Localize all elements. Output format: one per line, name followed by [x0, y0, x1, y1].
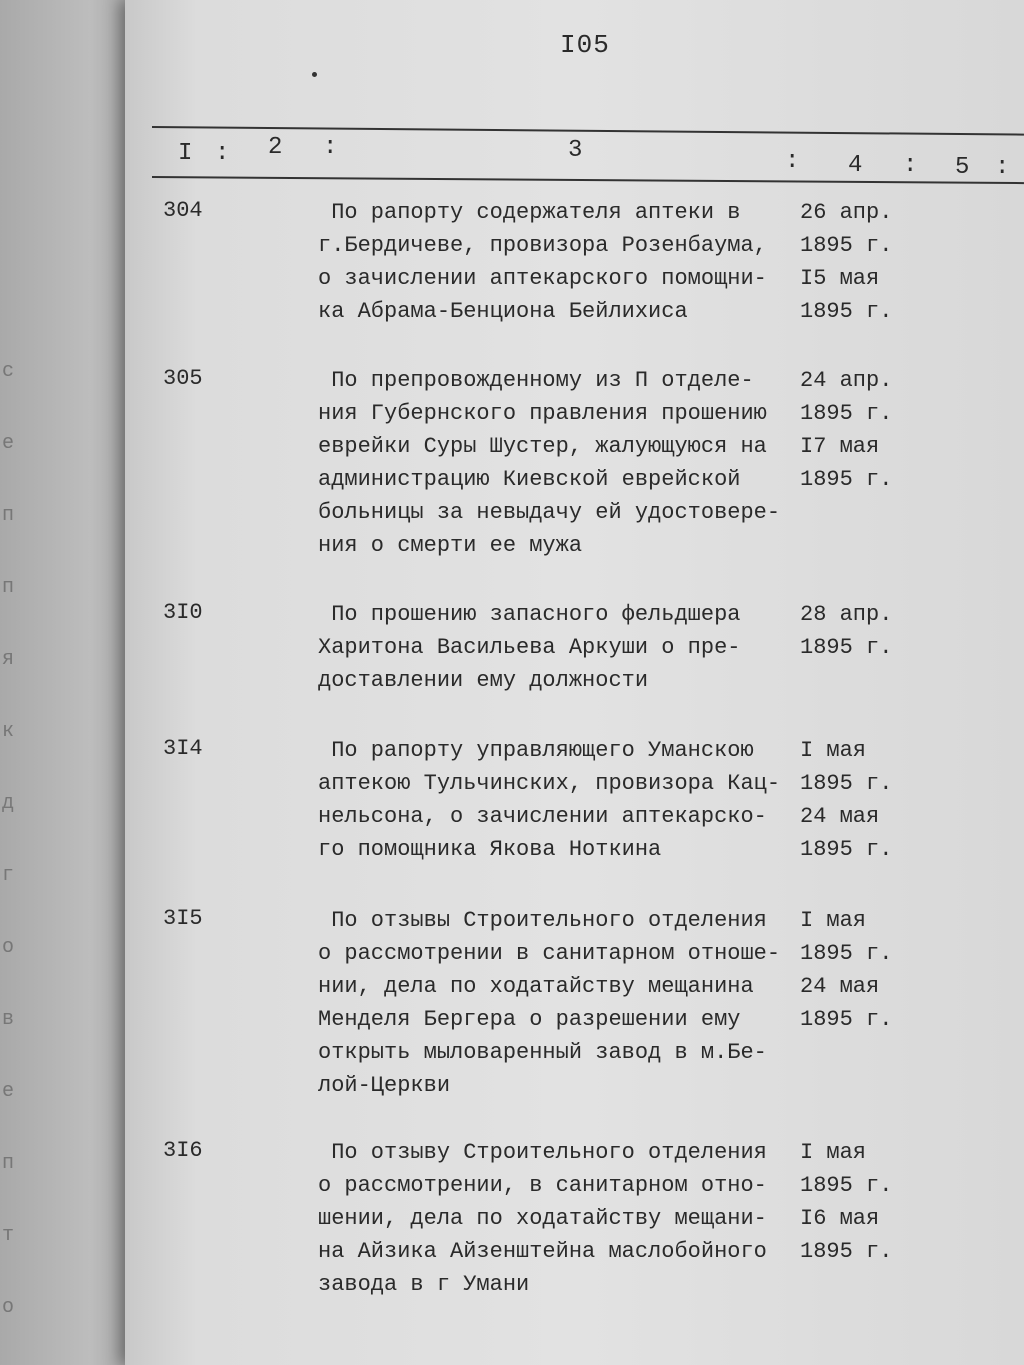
- entry-dates: 24 апр. 1895 г. I7 мая 1895 г.: [800, 368, 893, 492]
- left-page-fragment: к: [2, 720, 15, 743]
- left-page-fragment: е: [2, 432, 15, 455]
- entry-dates: I мая 1895 г. I6 мая 1895 г.: [800, 1140, 893, 1264]
- left-page-fragment: я: [2, 648, 15, 671]
- left-page-fragment: д: [2, 792, 15, 815]
- header-sep-3: :: [785, 148, 800, 175]
- header-sep-1: :: [215, 140, 230, 167]
- entry-dates: 26 апр. 1895 г. I5 мая 1895 г.: [800, 200, 893, 324]
- left-page-fragment: о: [2, 936, 15, 959]
- header-col-2: 2: [268, 134, 283, 161]
- entry-description: По прошению запасного фельдшера Харитона Васильева Аркуши о пре- доставлении ему должности: [318, 602, 741, 693]
- entry-number: 3I6: [163, 1138, 203, 1163]
- left-page-fragment: т: [2, 1224, 15, 1247]
- entry-dates: I мая 1895 г. 24 мая 1895 г.: [800, 738, 893, 862]
- header-sep-5: :: [995, 154, 1010, 181]
- entry-number: 3I4: [163, 736, 203, 761]
- header-col-5: 5: [955, 154, 970, 181]
- entry-description: По рапорту содержателя аптеки в г.Бердичеве, провизора Розенбаума, о зачислении аптекарского помощни- ка Абрама-Бенциона Бейлихиса: [318, 200, 767, 324]
- header-col-1: I: [178, 140, 193, 167]
- left-page-fragment: г: [2, 864, 15, 887]
- entry-number: 305: [163, 366, 203, 391]
- entry-description: По рапорту управляющего Уманскою аптекою Тульчинских, провизора Кац- нельсона, о зачислении аптекарско- го помощника Якова Ноткина: [318, 738, 781, 862]
- left-page-fragment: с: [2, 360, 15, 383]
- left-page-fragment: е: [2, 1080, 15, 1103]
- entry-number: 304: [163, 198, 203, 223]
- left-page-fragment: в: [2, 1008, 15, 1031]
- entry-dates: 28 апр. 1895 г.: [800, 602, 893, 660]
- header-col-3: 3: [568, 137, 583, 164]
- entry-number: 3I5: [163, 906, 203, 931]
- header-sep-4: :: [903, 152, 918, 179]
- entry-dates: I мая 1895 г. 24 мая 1895 г.: [800, 908, 893, 1032]
- header-col-4: 4: [848, 152, 863, 179]
- left-page-fragment: п: [2, 1152, 15, 1175]
- page-number: I05: [560, 30, 610, 60]
- left-page-fragment: о: [2, 1296, 15, 1319]
- left-page-fragment: п: [2, 576, 15, 599]
- entry-description: По отзывы Строительного отделения о рассмотрении в санитарном отноше- нии, дела по ходатайству мещанина Менделя Бергера о разрешении ему открыть мыловаренный завод в м.Бе- лой-Церкви: [318, 908, 781, 1098]
- ink-dot: [312, 72, 317, 77]
- entry-description: По отзыву Строительного отделения о рассмотрении, в санитарном отно- шении, дела по ходатайству мещани- на Айзика Айзенштейна маслобойного завода в г Умани: [318, 1140, 767, 1297]
- left-page-fragment: п: [2, 504, 15, 527]
- header-sep-2: :: [323, 134, 338, 161]
- entry-number: 3I0: [163, 600, 203, 625]
- entry-description: По препровожденному из П отделе- ния Губернского правления прошению еврейки Суры Шустер, жалующуюся на администрацию Киевской еврейской больницы за невыдачу ей удостовере- ния о смерти ее мужа: [318, 368, 781, 558]
